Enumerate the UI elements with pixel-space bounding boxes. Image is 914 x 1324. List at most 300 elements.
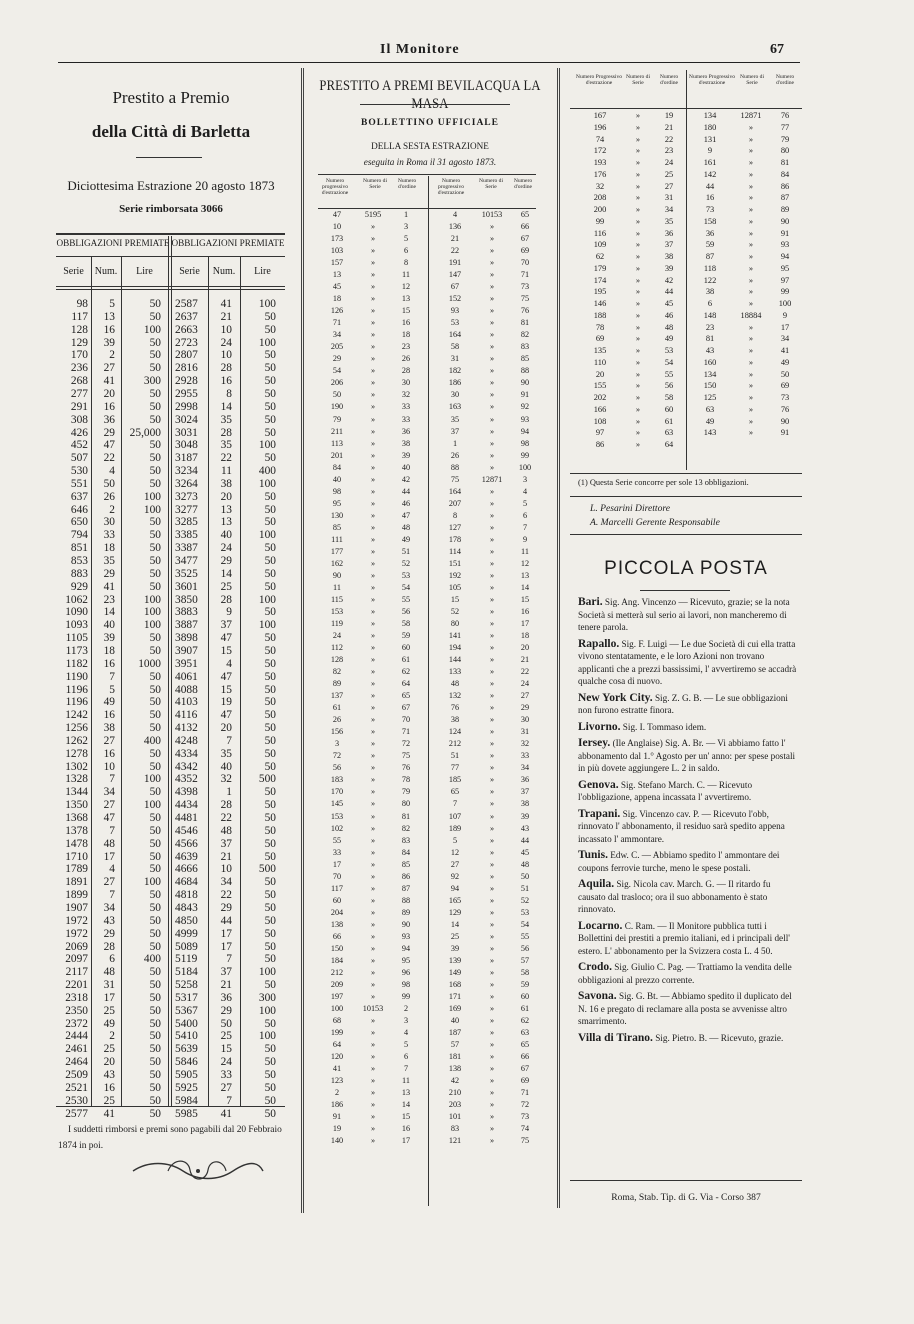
table-cell: 883 — [70, 567, 88, 580]
table-cell: 17 — [220, 940, 232, 953]
table-cell: 50 — [264, 606, 276, 619]
table-cell: 28 — [401, 366, 411, 376]
table-cell: 76 — [450, 703, 460, 713]
table-cell: 9 — [707, 146, 713, 156]
column-header: Numero d'ordine — [397, 178, 417, 190]
table-cell: » — [635, 111, 641, 120]
table-cell: 19 — [664, 111, 674, 120]
table-cell: 5184 — [175, 966, 198, 979]
table-cell: 45 — [520, 847, 530, 857]
table-cell: » — [489, 294, 495, 304]
table-cell: 47 — [401, 510, 411, 520]
table-cell: 50 — [264, 914, 276, 927]
table-cell: 10 — [103, 760, 115, 773]
table-cell: 59 — [705, 240, 715, 250]
table-cell: 36 — [401, 426, 411, 436]
table-cell: 33 — [332, 847, 342, 857]
table-cell: 151 — [448, 558, 462, 568]
table-cell: » — [370, 558, 376, 568]
table-cell: 52 — [520, 895, 530, 905]
table-cell: 187 — [448, 1028, 462, 1038]
table-cell: 163 — [448, 402, 462, 412]
table-cell: 72 — [332, 751, 342, 761]
table-cell: 145 — [330, 799, 344, 809]
table-cell: 203 — [448, 1100, 462, 1110]
table-cell: 31 — [664, 193, 674, 203]
table-cell: 15 — [220, 1043, 232, 1056]
table-cell: 16 — [401, 1124, 411, 1134]
table-cell: 35 — [664, 216, 674, 226]
piccola-posta-list — [578, 596, 800, 1048]
table-cell: 47 — [220, 670, 232, 683]
column-header: Num. — [212, 266, 236, 277]
table-cell: 3273 — [175, 490, 198, 503]
table-cell: 100 — [143, 490, 161, 503]
table-cell: 50 — [149, 940, 161, 953]
table-cell: 200 — [593, 205, 607, 214]
table-cell: 10 — [220, 349, 232, 362]
table-cell: 157 — [330, 258, 344, 268]
table-cell: 929 — [70, 580, 88, 593]
table-cell: 65 — [450, 787, 460, 797]
table-cell: 34 — [103, 901, 115, 914]
table-cell: 103 — [330, 246, 344, 256]
table-cell: 18 — [401, 330, 411, 340]
table-cell: 110 — [593, 357, 607, 367]
table-cell: 45 — [664, 299, 674, 308]
table-cell: 13 — [332, 270, 342, 280]
table-cell: 4850 — [175, 914, 198, 927]
table-cell: 50 — [149, 1069, 161, 1081]
column-header: Numero d'ordine — [775, 74, 795, 86]
table-cell: 191 — [448, 258, 462, 268]
table-cell: 291 — [70, 400, 88, 413]
table-cell: 4818 — [175, 889, 198, 902]
table-cell: 66 — [520, 222, 530, 232]
table-cell: 76 — [780, 404, 790, 414]
table-cell: 80 — [401, 799, 411, 809]
post-entry — [578, 737, 800, 775]
table-cell: 80 — [450, 619, 460, 629]
table-cell: 14 — [401, 1100, 411, 1110]
table-cell: » — [489, 727, 495, 737]
table-cell: » — [489, 426, 495, 436]
table-cell: » — [370, 522, 376, 532]
table-cell: 49 — [103, 1017, 115, 1030]
table-cell: 50 — [264, 824, 276, 837]
table-cell: 5639 — [175, 1043, 198, 1056]
table-cell: 29 — [220, 555, 232, 567]
table-cell: 172 — [593, 146, 607, 156]
table-cell: 71 — [520, 1088, 530, 1098]
table-cell: 9 — [522, 534, 528, 544]
table-cell: 64 — [332, 1040, 342, 1050]
table-cell: 2723 — [175, 336, 198, 349]
table-cell: » — [635, 346, 641, 355]
table-cell: 50 — [264, 400, 276, 413]
table-cell: » — [370, 643, 376, 653]
table-cell: 73 — [780, 393, 790, 402]
table-cell: » — [370, 751, 376, 761]
table-cell: » — [635, 299, 641, 308]
table-cell: » — [748, 404, 754, 414]
table-cell: 50 — [264, 516, 276, 529]
table-cell: 41 — [103, 580, 115, 593]
table-cell: 47 — [103, 812, 115, 824]
table-cell: 60 — [664, 404, 674, 414]
table-cell: 93 — [401, 931, 411, 941]
column-header: Numero di Serie — [739, 74, 765, 86]
table-cell: 84 — [332, 462, 342, 472]
table-cell: 68 — [332, 1016, 342, 1025]
table-cell: 48 — [520, 859, 530, 869]
table-cell: 50 — [264, 632, 276, 645]
table-cell: 31 — [520, 727, 530, 737]
table-cell: » — [370, 570, 376, 580]
table-cell: 181 — [448, 1052, 462, 1062]
table-cell: 63 — [664, 428, 674, 438]
table-cell: » — [748, 158, 754, 167]
post-recipient: Locarno. — [578, 919, 623, 932]
table-cell: 37 — [664, 240, 674, 250]
table-cell: 72 — [520, 1100, 530, 1110]
table-cell: » — [748, 381, 754, 391]
table-cell: 28 — [220, 593, 232, 606]
table-cell: 236 — [70, 362, 88, 375]
table-cell: 139 — [448, 955, 462, 965]
table-cell: » — [489, 306, 495, 316]
table-cell: 24 — [520, 679, 530, 689]
table-cell: 4061 — [175, 670, 198, 683]
table-cell: 400 — [258, 465, 276, 478]
table-cell: 1105 — [65, 632, 88, 645]
table-cell: 1478 — [65, 837, 88, 850]
table-cell: 100 — [258, 1030, 276, 1043]
table-cell: 210 — [448, 1088, 462, 1098]
table-cell: 33 — [220, 1069, 232, 1081]
table-cell: » — [635, 275, 641, 285]
table-cell: 7 — [522, 522, 528, 532]
table-cell: 41 — [220, 1107, 232, 1120]
post-entry — [578, 1032, 800, 1045]
table-cell: 2201 — [65, 979, 88, 992]
table-cell: 1710 — [65, 850, 88, 863]
table-cell: 29 — [220, 1004, 232, 1017]
table-cell: 3048 — [175, 439, 198, 452]
table-cell: » — [489, 390, 495, 400]
right-rule-d — [570, 534, 802, 535]
table-cell: » — [370, 222, 376, 232]
table-cell: 7 — [226, 1094, 232, 1107]
table-cell: » — [748, 134, 754, 144]
table-cell: 169 — [448, 1003, 462, 1013]
table-cell: 55 — [520, 931, 530, 941]
table-cell: 2372 — [65, 1017, 88, 1030]
table-cell: 49 — [664, 334, 674, 344]
bevilacqua-subtitle: BOLLETTINO UFFICIALE — [361, 118, 499, 128]
table-cell: 73 — [520, 1112, 530, 1122]
table-cell: 71 — [401, 727, 411, 737]
table-cell: 10 — [220, 323, 232, 336]
table-cell: 48 — [450, 679, 460, 689]
post-recipient: Aquila. — [578, 878, 615, 890]
table-cell: 12871 — [481, 474, 503, 484]
table-cell: 123 — [330, 1076, 344, 1086]
table-cell: 25 — [103, 1043, 115, 1056]
table-cell: 65 — [401, 691, 411, 701]
table-cell: 100 — [330, 1003, 344, 1013]
table-cell: 153 — [330, 811, 344, 821]
table-cell: 194 — [448, 643, 462, 653]
table-cell: » — [370, 510, 376, 520]
table-cell: » — [489, 282, 495, 292]
table-cell: 277 — [70, 387, 88, 400]
table-cell: » — [489, 775, 495, 785]
table-cell: » — [635, 287, 641, 297]
table-cell: 1972 — [65, 914, 88, 927]
table-cell: » — [370, 787, 376, 797]
table-cell: 33 — [520, 751, 530, 761]
table-cell: 35 — [103, 555, 115, 567]
table-cell: 50 — [149, 837, 161, 850]
table-cell: » — [370, 318, 376, 328]
table-cell: 134 — [703, 369, 717, 379]
post-text: Sig. Vincenzo cav. P. — Ricevuto l'obb, rinnovato l' abbonamento, il residuo sarà spedito appena incassato l' ammontare. — [578, 808, 785, 844]
table-cell: 2 — [109, 1030, 115, 1043]
table-cell: 192 — [448, 570, 462, 580]
table-cell: 50 — [264, 503, 276, 516]
table-cell: 111 — [331, 534, 343, 544]
table-cell: 2587 — [175, 298, 198, 310]
table-cell: 113 — [331, 438, 343, 448]
table-cell: 16 — [103, 323, 115, 336]
manager: A. Marcelli Gerente Responsabile — [590, 517, 720, 528]
post-text: Sig. Giulio C. Pag. — Trattiamo la vendita delle obbligazioni al prezzo corrente. — [578, 962, 792, 985]
table-cell: 95 — [780, 263, 790, 273]
table-cell: » — [489, 667, 495, 677]
table-cell: 50 — [264, 812, 276, 824]
table-cell: » — [489, 366, 495, 376]
title-rule — [136, 157, 202, 158]
table-cell: » — [748, 263, 754, 273]
table-top-rule — [56, 233, 285, 235]
table-cell: 50 — [264, 696, 276, 709]
table-cell: 2955 — [175, 387, 198, 400]
table-cell: 166 — [593, 404, 607, 414]
post-recipient: Trapani. — [578, 807, 621, 820]
table-cell: 35 — [450, 414, 460, 424]
table-cell: » — [489, 498, 495, 508]
table-cell: 4 — [403, 1028, 409, 1038]
table-cell: » — [489, 895, 495, 905]
table-cell: 117 — [71, 310, 88, 323]
table-cell: 1093 — [65, 619, 88, 632]
table-cell: » — [370, 606, 376, 616]
table-cell: 13 — [103, 310, 115, 323]
table-cell: 88 — [520, 366, 530, 376]
table-cell: » — [748, 205, 754, 214]
table-cell: 158 — [703, 216, 717, 226]
table-cell: 32 — [220, 773, 232, 786]
table-cell: » — [370, 619, 376, 629]
table-cell: » — [370, 667, 376, 677]
table-cell: 650 — [70, 516, 88, 529]
table-cell: 38 — [520, 799, 530, 809]
table-cell: 10153 — [481, 210, 503, 219]
table-cell: 3525 — [175, 567, 198, 580]
table-cell: » — [635, 310, 641, 320]
table-cell: 50 — [264, 940, 276, 953]
table-cell: 50 — [264, 413, 276, 426]
table-cell: » — [489, 1124, 495, 1134]
table-cell: 50 — [149, 336, 161, 349]
table-cell: 100 — [143, 876, 161, 889]
table-cell: 50 — [149, 400, 161, 413]
header-rule — [58, 62, 800, 63]
table-cell: 98 — [76, 298, 88, 310]
table-cell: 851 — [70, 542, 88, 555]
post-recipient: Iersey. — [578, 737, 611, 749]
table-cell: 3387 — [175, 542, 198, 555]
table-cell: 53 — [520, 907, 530, 917]
table-cell: 100 — [258, 966, 276, 979]
table-cell: 22 — [450, 246, 460, 256]
table-cell: 18884 — [740, 310, 762, 320]
table-cell: 308 — [70, 413, 88, 426]
table-cell: 23 — [705, 322, 715, 332]
table-cell: 50 — [264, 850, 276, 863]
table-cell: 2637 — [175, 310, 198, 323]
table-cell: 34 — [520, 763, 530, 773]
table-cell: 34 — [664, 205, 674, 214]
table-cell: 41 — [332, 1064, 342, 1074]
table-cell: 37 — [220, 966, 232, 979]
table-cell: 138 — [448, 1064, 462, 1074]
table-cell: » — [489, 835, 495, 845]
table-cell: 153 — [330, 606, 344, 616]
table-cell: 50 — [149, 567, 161, 580]
table-cell: 20 — [595, 369, 605, 379]
table-cell: » — [635, 158, 641, 167]
table-cell: 19 — [332, 1124, 342, 1134]
table-cell: 1062 — [65, 593, 88, 606]
table-cell: 28 — [220, 426, 232, 439]
table-cell: 40 — [220, 529, 232, 542]
table-cell: 28 — [220, 362, 232, 375]
table-cell: 99 — [401, 991, 411, 1001]
table-cell: 74 — [595, 134, 605, 144]
table-cell: 24 — [220, 336, 232, 349]
table-cell: 50 — [149, 889, 161, 902]
table-cell: » — [370, 955, 376, 965]
table-cell: » — [370, 342, 376, 352]
table-cell: 38 — [401, 438, 411, 448]
table-cell: 14 — [103, 606, 115, 619]
table-cell: 50 — [264, 747, 276, 760]
table-cell: 50 — [264, 375, 276, 388]
table-cell: » — [370, 727, 376, 737]
table-cell: » — [370, 378, 376, 388]
table-cell: 50 — [149, 683, 161, 696]
table-cell: » — [489, 739, 495, 749]
table-cell: » — [635, 216, 641, 226]
table-cell: 15 — [401, 1112, 411, 1122]
table-cell: 75 — [450, 474, 460, 484]
table-cell: 44 — [401, 486, 411, 496]
table-cell: 50 — [149, 747, 161, 760]
table-cell: » — [370, 1076, 376, 1086]
table-cell: 1196 — [65, 696, 88, 709]
table-cell: 170 — [330, 787, 344, 797]
table-cell: 3 — [403, 1016, 409, 1025]
table-cell: 42 — [401, 474, 411, 484]
table-cell: 35 — [220, 413, 232, 426]
post-text: Sig. G. Bt. — Abbiamo spedito il duplicato del N. 16 e pregato di reclamare alla posta se avvenisse altro smarrimento. — [578, 991, 792, 1026]
table-cell: 93 — [450, 306, 460, 316]
table-cell: » — [489, 703, 495, 713]
table-cell: 794 — [70, 529, 88, 542]
table-cell: 50 — [149, 1017, 161, 1030]
table-cell: 81 — [520, 318, 530, 328]
table-cell: 41 — [103, 375, 115, 388]
column-header: Numero Progressivo d'estrazione — [575, 74, 623, 86]
table-cell: 17 — [103, 991, 115, 1004]
table-cell: 79 — [780, 134, 790, 144]
table-cell: 6 — [403, 246, 409, 256]
table-cell: 2350 — [65, 1004, 88, 1017]
table-cell: 199 — [330, 1028, 344, 1038]
table-cell: 46 — [401, 498, 411, 508]
table-cell: 56 — [401, 606, 411, 616]
table-cell: 54 — [664, 357, 674, 367]
table-cell: » — [489, 486, 495, 496]
table-cell: » — [748, 122, 754, 132]
right-rule-b — [570, 473, 802, 474]
table-cell: 9 — [226, 606, 232, 619]
table-cell: 20 — [103, 1056, 115, 1069]
table-cell: 15 — [401, 306, 411, 316]
table-cell: 51 — [450, 751, 460, 761]
table-cell: » — [489, 1040, 495, 1050]
table-cell: » — [370, 246, 376, 256]
table-cell: 71 — [332, 318, 342, 328]
table-cell: 25,000 — [129, 426, 161, 439]
table-cell: 29 — [332, 354, 342, 364]
table-cell: » — [370, 426, 376, 436]
table-cell: 201 — [330, 450, 344, 460]
table-cell: » — [489, 594, 495, 604]
table-cell: » — [748, 428, 754, 438]
piccola-posta-title: PICCOLA POSTA — [604, 558, 768, 579]
table-cell: 5317 — [175, 991, 198, 1004]
table-cell: 3477 — [175, 555, 198, 567]
table-cell: 74 — [520, 1124, 530, 1134]
table-cell: 55 — [664, 369, 674, 379]
table-cell: » — [489, 522, 495, 532]
table-cell: » — [370, 835, 376, 845]
table-cell: 197 — [330, 991, 344, 1001]
table-cell: 26 — [332, 715, 342, 725]
table-cell: 207 — [448, 498, 462, 508]
table-cell: » — [489, 510, 495, 520]
table-cell: 93 — [520, 414, 530, 424]
table-cell: 44 — [520, 835, 530, 845]
table-cell: 88 — [401, 895, 411, 905]
table-cell: 50 — [149, 477, 161, 490]
table-cell: » — [370, 967, 376, 977]
table-cell: 4248 — [175, 734, 198, 747]
table-cell: 92 — [450, 871, 460, 881]
